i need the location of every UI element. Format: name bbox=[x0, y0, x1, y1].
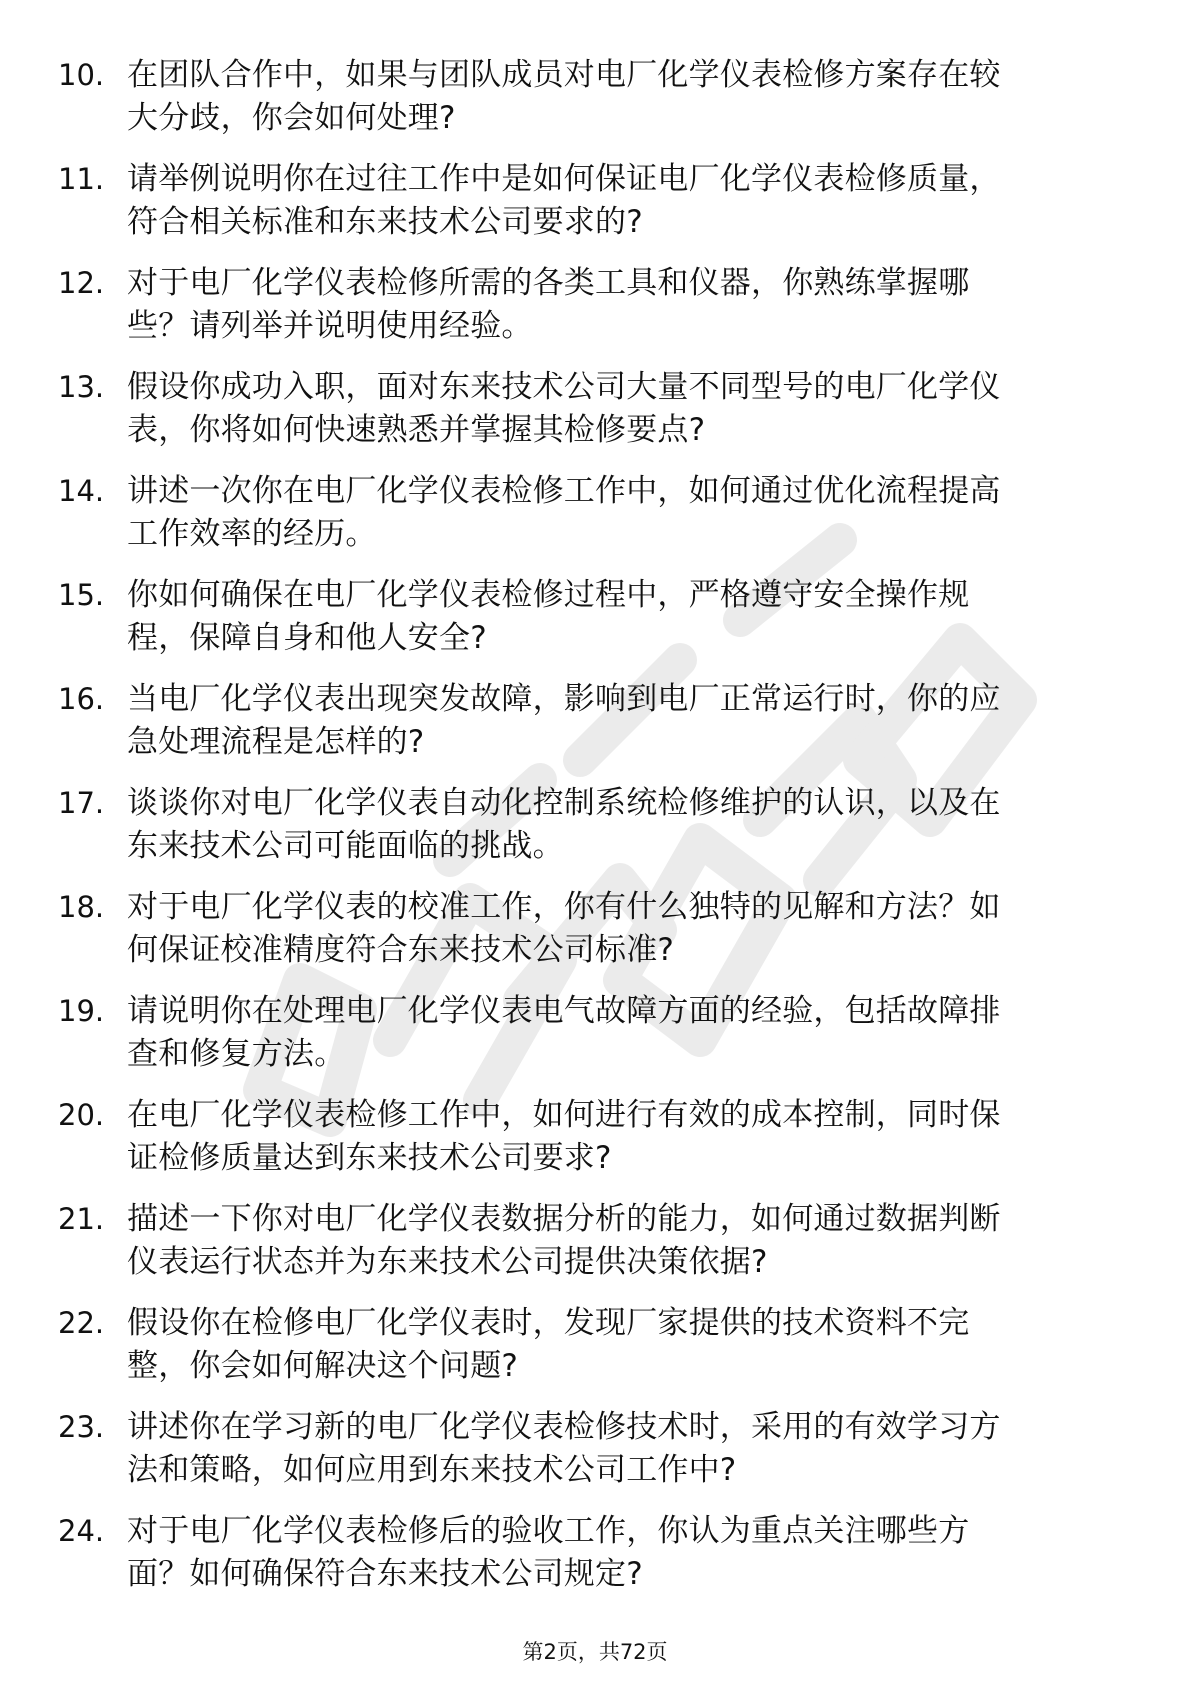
question-number: 23. bbox=[58, 1410, 105, 1444]
question-line: 讲述你在学习新的电厂化学仪表检修技术时，采用的有效学习方 bbox=[127, 1409, 1001, 1445]
question-text bbox=[127, 886, 1112, 972]
question-number: 14. bbox=[58, 474, 105, 508]
question-line: 法和策略，如何应用到东来技术公司工作中? bbox=[127, 1452, 737, 1488]
question-line: 仪表运行状态并为东来技术公司提供决策依据? bbox=[127, 1244, 768, 1280]
question-item bbox=[0, 1406, 1190, 1492]
question-number: 18. bbox=[58, 890, 105, 924]
question-text bbox=[127, 262, 1112, 348]
question-text bbox=[127, 1302, 1112, 1388]
page-footer: 第2页，共72页 bbox=[522, 1640, 668, 1664]
question-number: 19. bbox=[58, 994, 105, 1028]
question-item bbox=[0, 1510, 1190, 1596]
question-line: 在团队合作中，如果与团队成员对电厂化学仪表检修方案存在较 bbox=[127, 57, 1001, 93]
question-number: 24. bbox=[58, 1514, 105, 1548]
question-line: 你如何确保在电厂化学仪表检修过程中，严格遵守安全操作规 bbox=[127, 577, 970, 613]
question-line: 东来技术公司可能面临的挑战。 bbox=[127, 828, 564, 864]
question-line: 在电厂化学仪表检修工作中，如何进行有效的成本控制，同时保 bbox=[127, 1097, 1001, 1133]
question-number: 20. bbox=[58, 1098, 105, 1132]
question-text bbox=[127, 158, 1112, 244]
question-line: 些？请列举并说明使用经验。 bbox=[127, 308, 533, 344]
question-item bbox=[0, 262, 1190, 348]
question-item bbox=[0, 782, 1190, 868]
question-text bbox=[127, 678, 1112, 764]
question-number: 12. bbox=[58, 266, 105, 300]
question-text bbox=[127, 1198, 1112, 1284]
question-line: 大分歧，你会如何处理? bbox=[127, 100, 456, 136]
question-line: 何保证校准精度符合东来技术公司标准? bbox=[127, 932, 675, 968]
question-number: 10. bbox=[58, 58, 105, 92]
question-text bbox=[127, 366, 1112, 452]
question-text bbox=[127, 782, 1112, 868]
question-line: 假设你成功入职，面对东来技术公司大量不同型号的电厂化学仪 bbox=[127, 369, 1001, 405]
question-item bbox=[0, 470, 1190, 556]
question-number: 13. bbox=[58, 370, 105, 404]
question-list bbox=[0, 54, 1190, 1614]
question-line: 整，你会如何解决这个问题? bbox=[127, 1348, 519, 1384]
question-text bbox=[127, 1094, 1112, 1180]
question-text bbox=[127, 1510, 1112, 1596]
question-line: 程，保障自身和他人安全? bbox=[127, 620, 487, 656]
question-line: 表，你将如何快速熟悉并掌握其检修要点? bbox=[127, 412, 706, 448]
question-line: 请说明你在处理电厂化学仪表电气故障方面的经验，包括故障排 bbox=[127, 993, 1001, 1029]
question-item bbox=[0, 158, 1190, 244]
question-number: 15. bbox=[58, 578, 105, 612]
question-number: 22. bbox=[58, 1306, 105, 1340]
question-line: 当电厂化学仪表出现突发故障，影响到电厂正常运行时，你的应 bbox=[127, 681, 1001, 717]
question-line: 对于电厂化学仪表检修所需的各类工具和仪器，你熟练掌握哪 bbox=[127, 265, 970, 301]
question-item bbox=[0, 1198, 1190, 1284]
question-item bbox=[0, 1302, 1190, 1388]
question-line: 假设你在检修电厂化学仪表时，发现厂家提供的技术资料不完 bbox=[127, 1305, 970, 1341]
question-line: 谈谈你对电厂化学仪表自动化控制系统检修维护的认识，以及在 bbox=[127, 785, 1001, 821]
question-line: 描述一下你对电厂化学仪表数据分析的能力，如何通过数据判断 bbox=[127, 1201, 1001, 1237]
question-line: 请举例说明你在过往工作中是如何保证电厂化学仪表检修质量， bbox=[127, 161, 1001, 197]
question-line: 证检修质量达到东来技术公司要求? bbox=[127, 1140, 612, 1176]
question-line: 急处理流程是怎样的? bbox=[127, 724, 425, 760]
question-text bbox=[127, 470, 1112, 556]
question-text bbox=[127, 1406, 1112, 1492]
question-text bbox=[127, 574, 1112, 660]
question-number: 17. bbox=[58, 786, 105, 820]
question-item bbox=[0, 54, 1190, 140]
question-item bbox=[0, 366, 1190, 452]
question-item bbox=[0, 574, 1190, 660]
question-number: 11. bbox=[58, 162, 105, 196]
question-line: 工作效率的经历。 bbox=[127, 516, 377, 552]
question-item bbox=[0, 886, 1190, 972]
question-text bbox=[127, 990, 1112, 1076]
question-item bbox=[0, 990, 1190, 1076]
question-number: 21. bbox=[58, 1202, 105, 1236]
question-line: 符合相关标准和东来技术公司要求的? bbox=[127, 204, 643, 240]
question-line: 对于电厂化学仪表的校准工作，你有什么独特的见解和方法？如 bbox=[127, 889, 1001, 925]
question-line: 对于电厂化学仪表检修后的验收工作，你认为重点关注哪些方 bbox=[127, 1513, 970, 1549]
question-item bbox=[0, 1094, 1190, 1180]
question-line: 面？如何确保符合东来技术公司规定? bbox=[127, 1556, 643, 1592]
question-line: 查和修复方法。 bbox=[127, 1036, 346, 1072]
question-item bbox=[0, 678, 1190, 764]
question-line: 讲述一次你在电厂化学仪表检修工作中，如何通过优化流程提高 bbox=[127, 473, 1001, 509]
question-number: 16. bbox=[58, 682, 105, 716]
question-text bbox=[127, 54, 1112, 140]
